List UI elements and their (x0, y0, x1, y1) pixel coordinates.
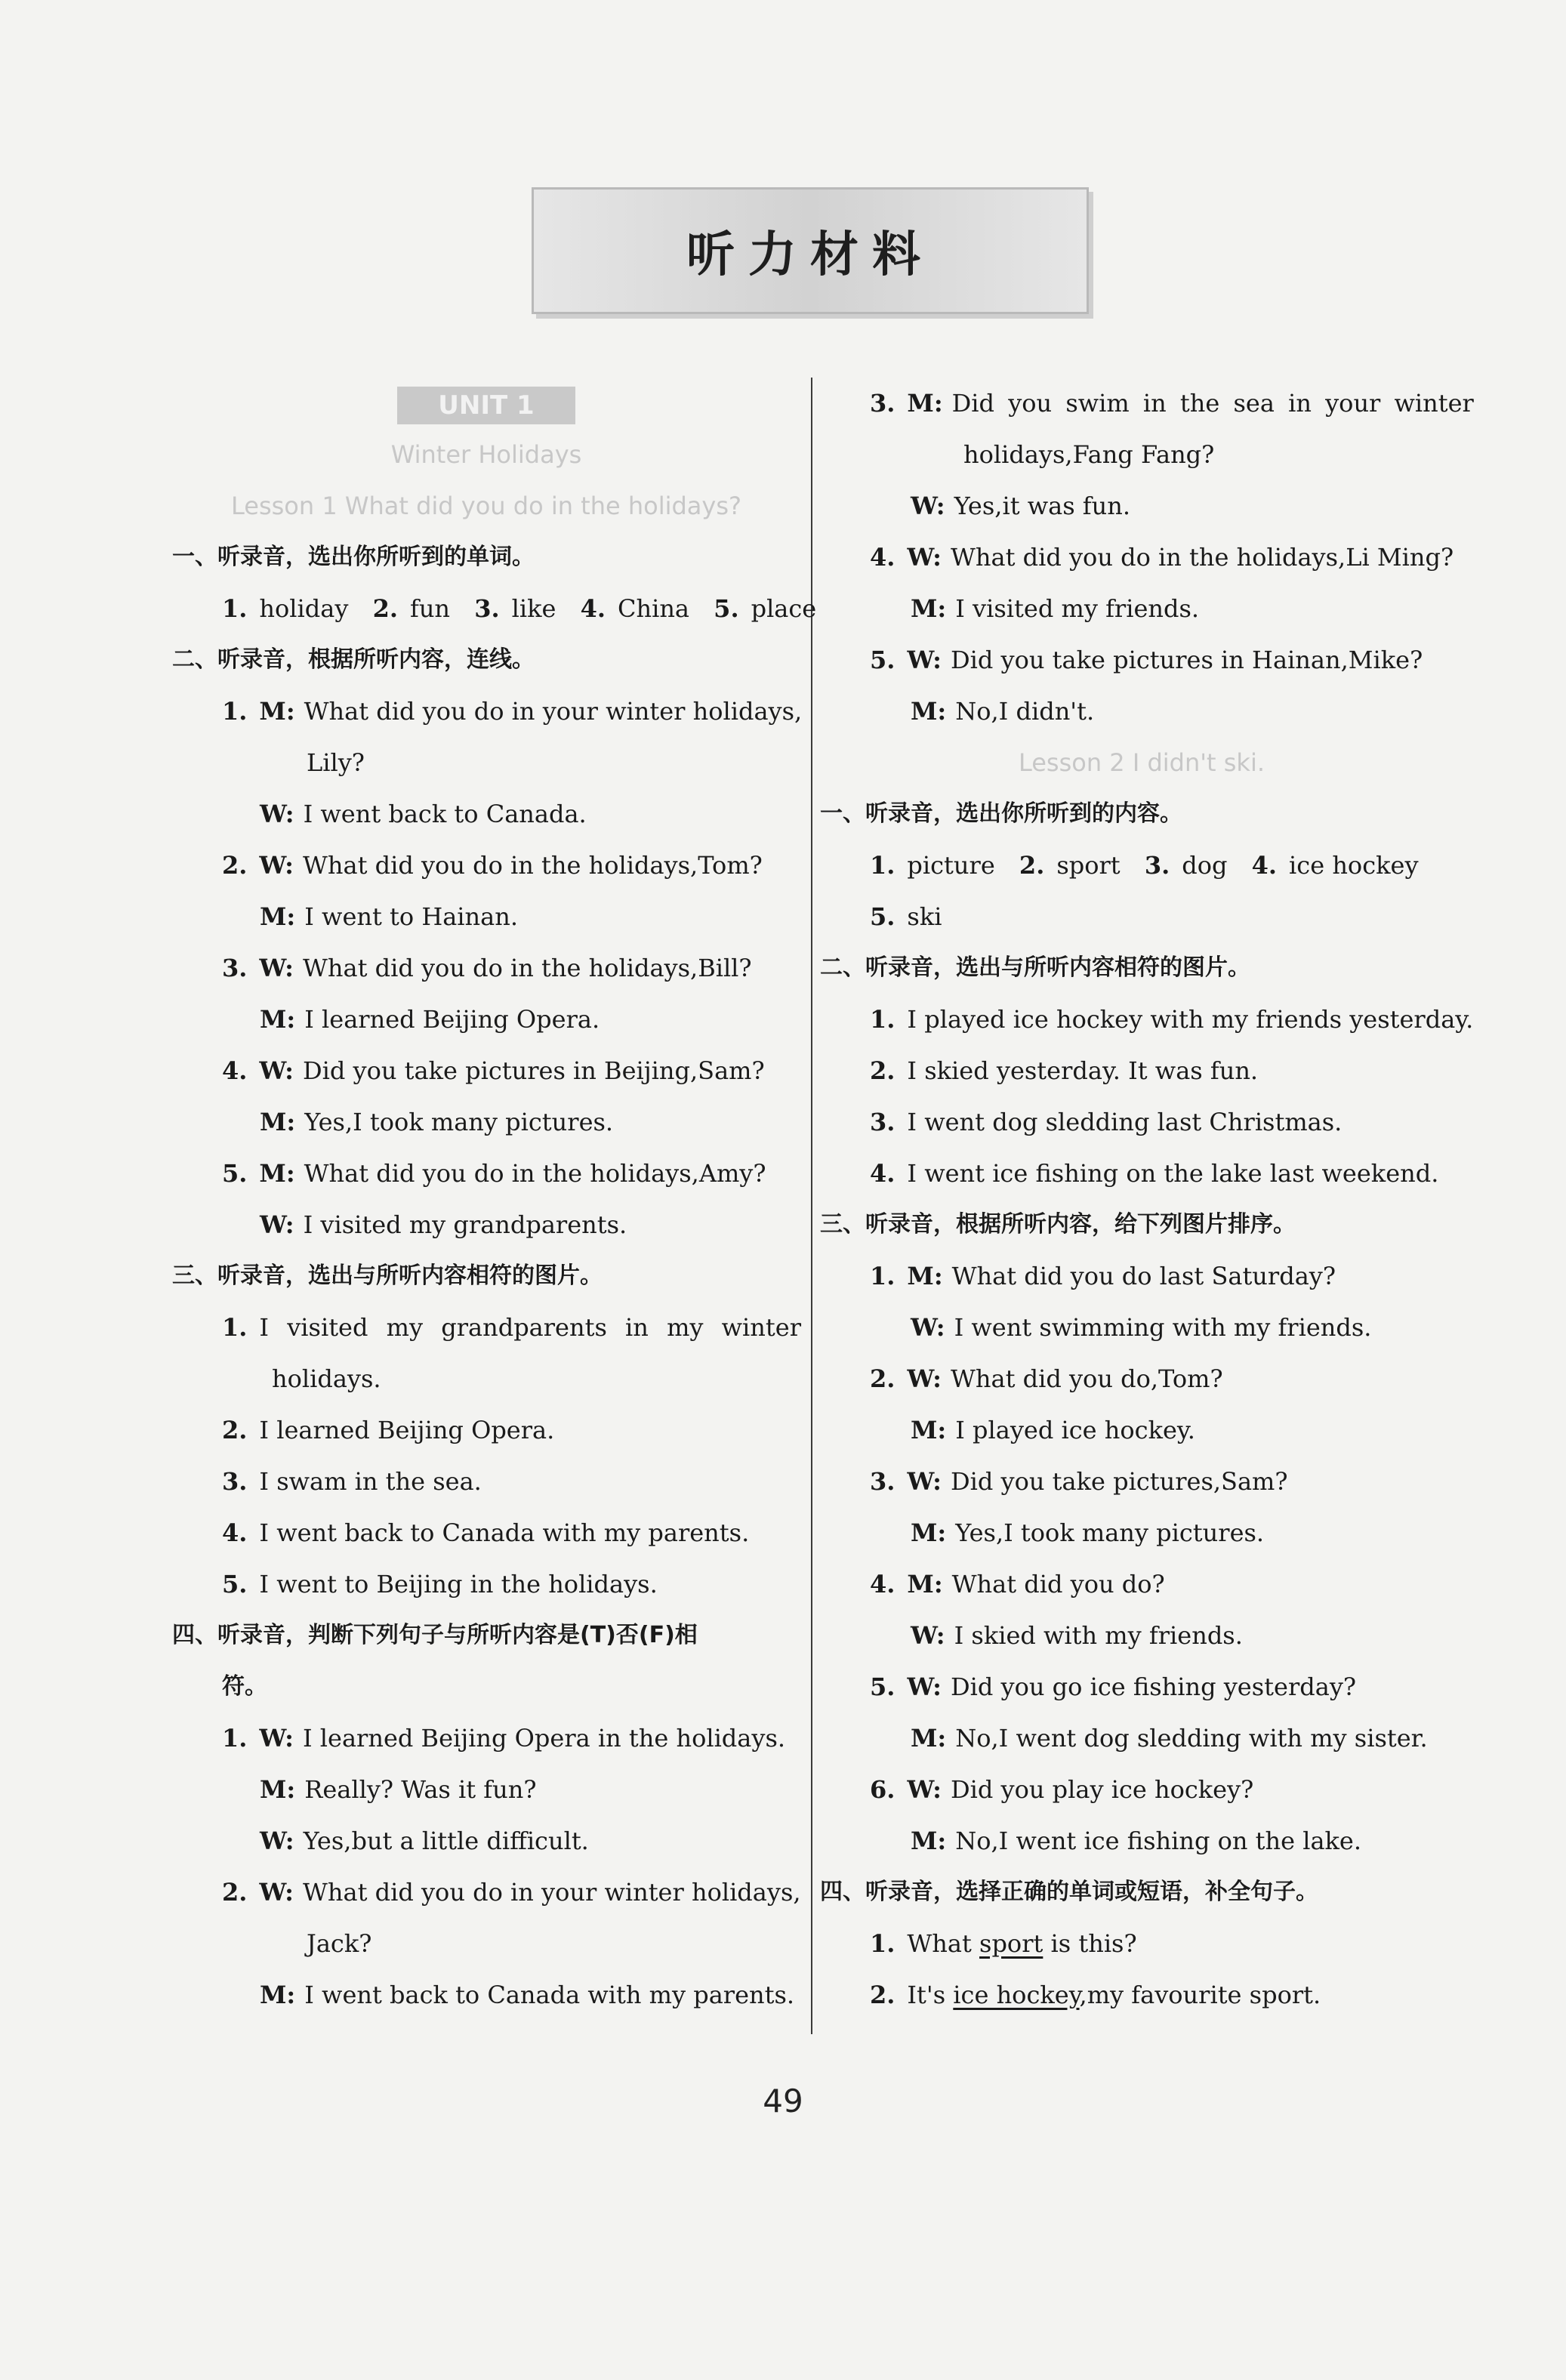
dialogue-line: M: No,I went dog sledding with my sister. (911, 1724, 1428, 1753)
word-item: ice hockey (1289, 851, 1419, 880)
sentence-line: 1. I played ice hockey with my friends yesterday. (870, 1005, 1474, 1034)
sentence-line: 2. I skied yesterday. It was fun. (870, 1056, 1259, 1085)
dialogue-line: 5. W: Did you take pictures in Hainan,Mike? (870, 646, 1423, 674)
dialogue-line: W: I skied with my friends. (911, 1621, 1243, 1650)
left-column (172, 378, 817, 2021)
word-item: sport (1056, 851, 1121, 880)
section-3-heading: 三、听录音，选出与所听内容相符的图片。 (172, 1262, 603, 1289)
dialogue-line: M: I went back to Canada with my parents. (260, 1981, 795, 2009)
dialogue-line: M: I played ice hockey. (911, 1416, 1195, 1444)
word-item: like (511, 594, 556, 623)
right-column (820, 378, 1474, 2021)
fill-in-line: 2. It's ice hockey,my favourite sport. (870, 1981, 1321, 2009)
unit-heading (172, 378, 800, 429)
section-1-words: 1. holiday 2. fun 3. like 4. China 5. place (222, 594, 817, 623)
dialogue-line: M: I visited my friends. (911, 594, 1200, 623)
page-number: 49 (763, 2082, 803, 2119)
section-2-heading: 二、听录音，选出与所听内容相符的图片。 (820, 954, 1250, 981)
word-item: holiday (259, 594, 349, 623)
dialogue-line: 6. W: Did you play ice hockey? (870, 1775, 1254, 1804)
sentence-line: 5. I went to Beijing in the holidays. (222, 1570, 658, 1598)
section-3-heading: 三、听录音，根据所听内容，给下列图片排序。 (820, 1211, 1296, 1238)
word-item: dog (1182, 851, 1228, 880)
word-item: China (617, 594, 689, 623)
dialogue-line: 3. M: Did you swim in the sea in your winter (870, 389, 1474, 418)
dialogue-line: W: I went swimming with my friends. (911, 1313, 1372, 1342)
sentence-line: 4. I went back to Canada with my parents. (222, 1518, 750, 1547)
dialogue-line: 5. M: What did you do in the holidays,Amy? (222, 1159, 766, 1188)
sentence-line: holidays. (272, 1364, 381, 1393)
dialogue-line: 3. W: What did you do in the holidays,Bill? (222, 954, 752, 982)
unit-badge: UNIT 1 (397, 387, 575, 424)
lesson-2-title: Lesson 2 I didn't ski. (1018, 748, 1265, 777)
dialogue-line: 5. W: Did you go ice fishing yesterday? (870, 1672, 1357, 1701)
answer-blank: sport (979, 1929, 1043, 1958)
section-1-heading: 一、听录音，选出你所听到的内容。 (820, 800, 1182, 827)
dialogue-line: M: I learned Beijing Opera. (260, 1005, 600, 1034)
page-title: 听力材料 (686, 227, 934, 283)
dialogue-line: M: No,I didn't. (911, 697, 1095, 726)
dialogue-line: M: No,I went ice fishing on the lake. (911, 1827, 1362, 1855)
word-item: fun (409, 594, 451, 623)
dialogue-line: 1. M: What did you do last Saturday? (870, 1262, 1336, 1290)
dialogue-line: W: Yes,but a little difficult. (260, 1827, 589, 1855)
unit-subtitle: Winter Holidays (390, 440, 582, 469)
section-1-heading: 一、听录音，选出你所听到的单词。 (172, 544, 535, 570)
word-item: place (751, 594, 817, 623)
dialogue-line: holidays,Fang Fang? (963, 440, 1215, 469)
dialogue-line: 1. M: What did you do in your winter holidays, (222, 697, 803, 726)
dialogue-line: 2. W: What did you do,Tom? (870, 1364, 1223, 1393)
dialogue-line: M: Yes,I took many pictures. (911, 1518, 1265, 1547)
sentence-line: 3. I swam in the sea. (222, 1467, 482, 1496)
dialogue-line: M: Yes,I took many pictures. (260, 1108, 614, 1136)
dialogue-line: M: Really? Was it fun? (260, 1775, 537, 1804)
section-1-words: 1. picture 2. sport 3. dog 4. ice hockey (870, 851, 1419, 880)
dialogue-line: 2. W: What did you do in the holidays,Tom? (222, 851, 763, 880)
word-item: ski (907, 902, 942, 931)
dialogue-line: 4. W: What did you do in the holidays,Li Ming? (870, 543, 1454, 572)
section-4-heading: 四、听录音，判断下列句子与所听内容是(T)否(F)相 (172, 1622, 698, 1648)
fill-in-line: 1. What sport is this? (870, 1929, 1137, 1958)
word-item: picture (907, 851, 995, 880)
dialogue-line: W: Yes,it was fun. (911, 492, 1131, 520)
dialogue-line: W: I visited my grandparents. (260, 1210, 627, 1239)
sentence-line: 4. I went ice fishing on the lake last weekend. (870, 1159, 1439, 1188)
dialogue-line: 4. W: Did you take pictures in Beijing,Sam? (222, 1056, 765, 1085)
dialogue-line: M: I went to Hainan. (260, 902, 518, 931)
dialogue-line: W: I went back to Canada. (260, 800, 587, 828)
dialogue-line: Jack? (307, 1929, 372, 1958)
dialogue-line: 4. M: What did you do? (870, 1570, 1165, 1598)
page-title-box (532, 187, 1089, 314)
section-4-heading-cont: 符。 (222, 1673, 267, 1700)
sentence-line: 2. I learned Beijing Opera. (222, 1416, 555, 1444)
dialogue-line: 1. W: I learned Beijing Opera in the holidays. (222, 1724, 786, 1753)
sentence-line: 3. I went dog sledding last Christmas. (870, 1108, 1343, 1136)
dialogue-line: Lily? (307, 748, 365, 777)
section-4-heading: 四、听录音，选择正确的单词或短语，补全句子。 (820, 1879, 1318, 1905)
section-2-heading: 二、听录音，根据所听内容，连线。 (172, 646, 535, 673)
dialogue-line: 3. W: Did you take pictures,Sam? (870, 1467, 1288, 1496)
dialogue-line: 2. W: What did you do in your winter holidays, (222, 1878, 801, 1907)
section-1-words-cont: 5. ski (870, 902, 942, 931)
sentence-line: 1. I visited my grandparents in my winter (222, 1313, 801, 1342)
answer-blank: ice hockey (953, 1981, 1080, 2009)
lesson-1-title: Lesson 1 What did you do in the holidays? (230, 492, 741, 520)
